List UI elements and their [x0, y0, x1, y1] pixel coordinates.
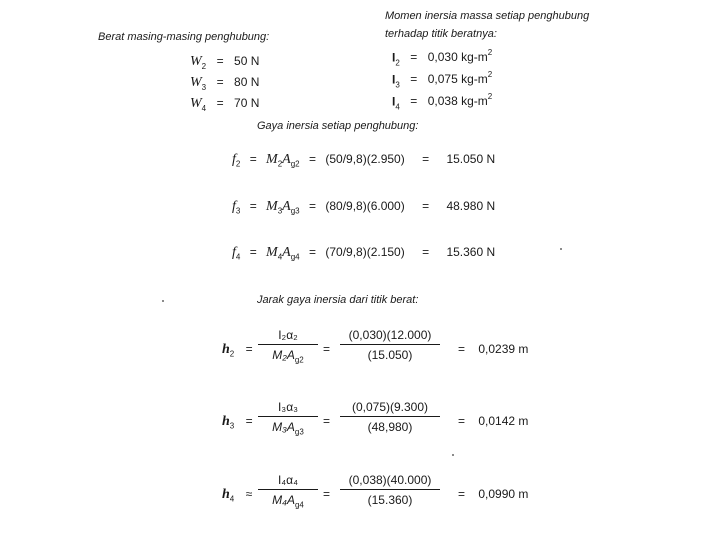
inertia-symbol: I — [392, 72, 396, 87]
force-lhs: f — [232, 245, 236, 260]
force-lhs: f — [232, 152, 236, 167]
inertia-row — [392, 70, 492, 92]
symbolic-fraction — [258, 400, 318, 436]
mass-symbol: M — [266, 152, 278, 167]
mass-sub: 4 — [277, 252, 283, 262]
accel-sub: g2 — [290, 159, 300, 169]
scan-speck — [560, 248, 562, 250]
accel-sub: g4 — [290, 252, 300, 262]
equals-sign: = — [308, 152, 316, 166]
force-lhs-sub: 4 — [235, 252, 241, 262]
inertia-row — [392, 48, 492, 70]
inertia-sub: 2 — [395, 58, 400, 68]
weight-value: 50 N — [234, 54, 260, 68]
inertia-value: 0,075 kg-m — [427, 72, 488, 87]
weight-sub: 3 — [201, 83, 207, 93]
equals-sign: = — [308, 245, 316, 259]
distance-lhs-sub: 2 — [229, 349, 235, 359]
fraction-denominator: (15.050) — [367, 348, 413, 362]
fraction-denominator: (15.360) — [367, 493, 413, 507]
equals-sign: = — [323, 414, 331, 428]
weight-row — [190, 52, 259, 73]
equals-sign: = — [458, 487, 466, 501]
force-equation — [232, 245, 495, 261]
fraction-denominator: M₄A — [272, 493, 295, 507]
distance-lhs — [222, 414, 253, 430]
mass-sub: 3 — [277, 206, 283, 216]
force-result: 15.360 N — [446, 245, 496, 259]
inertia-value: 0,038 kg-m — [427, 94, 488, 109]
force-lhs-sub: 3 — [235, 206, 241, 216]
symbolic-fraction — [258, 328, 318, 364]
inertia-sub: 3 — [395, 80, 400, 90]
distance-result-value: 0,0239 m — [478, 342, 529, 356]
fraction-numerator: (0,038)(40.000) — [348, 473, 432, 487]
distance-lhs — [222, 342, 253, 358]
force-equation — [232, 199, 495, 215]
numeric-fraction — [340, 473, 440, 507]
force-equation — [232, 152, 495, 168]
inertia-sub: 4 — [395, 102, 400, 112]
fraction-denominator-sub: g3 — [294, 427, 304, 437]
equals-sign: = — [216, 75, 224, 89]
inertia-row — [392, 92, 492, 114]
weight-value: 80 N — [234, 75, 260, 89]
equals-sign: = — [249, 152, 257, 166]
equals-sign: = — [410, 94, 418, 109]
weight-sub: 4 — [201, 104, 207, 114]
fraction-denominator-sub: g4 — [294, 500, 304, 510]
fraction-denominator: M₃A — [272, 420, 295, 434]
equals-sign: = — [410, 72, 418, 87]
accel-symbol: A — [282, 152, 291, 167]
weight-symbol: W — [190, 96, 202, 111]
weights-title: Berat masing-masing penghubung: — [98, 31, 270, 43]
equals-sign: = — [410, 50, 418, 65]
equals-sign: = — [458, 414, 466, 428]
inertia-symbol: I — [392, 50, 396, 65]
fraction-numerator: I₄α₄ — [277, 473, 299, 487]
mass-symbol: M — [266, 245, 278, 260]
equals-sign: = — [422, 245, 430, 259]
force-expression: (50/9,8)(2.950) — [325, 152, 405, 166]
equals-sign: = — [249, 245, 257, 259]
equals-sign: = — [323, 342, 331, 356]
distance-lhs — [222, 487, 252, 503]
inertia-sup: 2 — [487, 70, 493, 79]
weights-list — [190, 52, 259, 115]
weight-row — [190, 73, 259, 94]
inertia-value: 0,030 kg-m — [427, 50, 488, 65]
force-result: 48.980 N — [446, 199, 496, 213]
inertia-sup: 2 — [487, 48, 493, 57]
fraction-denominator: M₂A — [272, 348, 295, 362]
fraction-numerator: I₂α₂ — [278, 328, 298, 342]
weight-symbol: W — [190, 75, 202, 90]
force-expression: (80/9,8)(6.000) — [325, 199, 405, 213]
equals-sign: = — [245, 342, 253, 356]
distance-lhs-symbol: h — [222, 342, 230, 357]
weight-row — [190, 94, 259, 115]
distance-lhs-sub: 4 — [229, 494, 235, 504]
accel-sub: g3 — [290, 206, 300, 216]
scan-speck — [162, 300, 164, 302]
equals-sign: = — [422, 199, 430, 213]
equals-sign: = — [216, 54, 224, 68]
distance-lhs-symbol: h — [222, 414, 230, 429]
distance-lhs-symbol: h — [222, 487, 230, 502]
equals-sign: = — [458, 342, 466, 356]
fraction-denominator: (48,980) — [367, 420, 413, 434]
fraction-numerator: I₃α₃ — [277, 400, 299, 414]
weight-value: 70 N — [234, 96, 260, 110]
distance-title: Jarak gaya inersia dari titik berat: — [257, 294, 419, 306]
distance-result-value: 0,0990 m — [478, 487, 529, 501]
equals-sign: = — [323, 487, 331, 501]
scan-speck — [452, 454, 454, 456]
equals-sign: = — [245, 414, 253, 428]
equals-sign: = — [249, 199, 257, 213]
accel-symbol: A — [282, 245, 291, 260]
fraction-denominator-sub: g2 — [294, 355, 304, 365]
distance-result — [458, 342, 528, 356]
distance-lhs-sub: 3 — [229, 421, 235, 431]
approx-sign: ≈ — [245, 487, 253, 501]
weight-sub: 2 — [201, 62, 207, 72]
fraction-numerator: (0,075)(9.300) — [351, 400, 429, 414]
force-lhs: f — [232, 199, 236, 214]
inertias-list — [392, 48, 492, 114]
numeric-fraction — [340, 400, 440, 434]
distance-result — [458, 414, 528, 428]
distance-result-value: 0,0142 m — [478, 414, 529, 428]
force-expression: (70/9,8)(2.150) — [325, 245, 405, 259]
force-result: 15.050 N — [446, 152, 496, 166]
numeric-fraction — [340, 328, 440, 362]
equals-sign: = — [422, 152, 430, 166]
mass-symbol: M — [266, 199, 278, 214]
distance-result — [458, 487, 528, 501]
inertia-symbol: I — [392, 94, 396, 109]
inertia-title-line1: Momen inersia massa setiap penghubung — [385, 10, 590, 22]
forces-title: Gaya inersia setiap penghubung: — [257, 120, 419, 132]
accel-symbol: A — [282, 199, 291, 214]
equals-sign: = — [308, 199, 316, 213]
inertia-title-line2: terhadap titik beratnya: — [385, 28, 497, 40]
weight-symbol: W — [190, 54, 202, 69]
force-lhs-sub: 2 — [235, 159, 241, 169]
inertia-sup: 2 — [487, 92, 493, 101]
equals-sign: = — [216, 96, 224, 110]
mass-sub: 2 — [277, 159, 283, 169]
symbolic-fraction — [258, 473, 318, 509]
fraction-numerator: (0,030)(12.000) — [348, 328, 432, 342]
